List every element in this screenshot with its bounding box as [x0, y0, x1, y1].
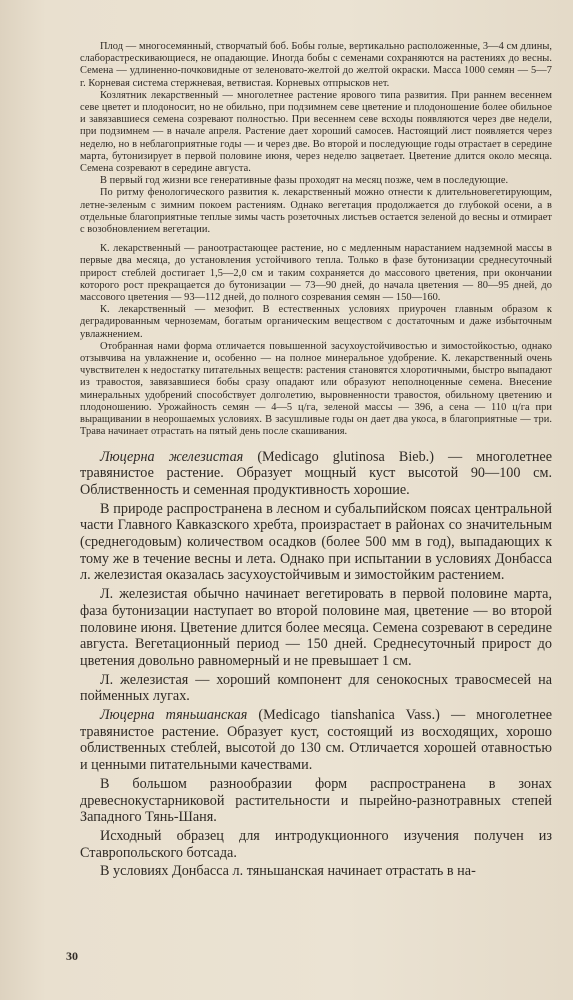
paragraph: К. лекарственный — мезофит. В естественных условиях приурочен главным образом к деградированным черноземам, богатым органическим веществом с достаточным и даже избыточным увлажнением. [80, 304, 552, 340]
paragraph: В большом разнообразии форм распространена в зонах древеснокустарниковой растительности и пырейно-разнотравных степей Западного Тянь-Шаня. [80, 775, 552, 826]
page-number: 30 [66, 949, 78, 963]
paragraph: В первый год жизни все генеративные фазы проходят на месяц позже, чем в последующие. [100, 175, 509, 187]
paragraph: По ритму фенологического развития к. лекарственный можно отнести к длительновегетирующим, летне-зеленым с зимним покоем растениям. Однако вегетация продолжается до глубокой осени, а в отдельные благоприятные теплые зимы часть розеточных листьев остается зеленой до весны и отмирает с возобновлением вегетации. [80, 187, 552, 236]
species-name-latin: (Medicago glutinosa Bieb.) [257, 448, 434, 465]
paragraph: Плод — многосемянный, створчатый боб. Бобы голые, вертикально расположенные, 3—4 см длины, слаборастрескивающиеся, не опадающие. Иногда бобы с семенами сохраняются на растениях до весны. Семена — удлиненно-почковидные от зеленовато-желтой до желтой окраски. Масса 1000 семян — 5—7 г. Корневая система стержневая, ветвистая. Корневых отпрысков нет. [80, 41, 552, 89]
paragraph: Отобранная нами форма отличается повышенной засухоустойчивостью и зимостойкостью, однако отзывчива на увлажнение и, особенно — на полное минеральное удобрение. К. лекарственный очень чувствителен к недостатку питательных веществ: растения становятся хлоротичными, быстро выпадают из травостоя, завязавшиеся бобы сразу опадают или образуют неполноценные семена. Внесение минеральных удобрений способствует долголетию, выровненности травостоя, обильному цветению и плодоношению. Урожайность семян — 4—5 ц/га, зеленой массы — 396, а сена — 110 ц/га при выращивании в неорошаемых условиях. В засушливые годы он дает два укоса, в благоприятные — три. Трава начинает отрастать на пятый день после скашивания. [80, 340, 552, 438]
paragraph: Исходный образец для интродукционного изучения получен из Ставропольского ботсада. [80, 827, 552, 861]
species-name-ru: Люцерна тяньшанская [100, 707, 248, 724]
small-print-section [80, 41, 552, 439]
paragraph: Козлятник лекарственный — многолетнее растение ярового типа развития. При раннем весеннем севе цветет и плодоносит, но не обильно, при подзимнем севе цветение и плодоношение более обильное и завязавшиеся семена созревают полностью. При весеннем севе всходы появляются через две недели, при подзимнем — в начале апреля. Растение дает хороший самосев. Настоящий лист появляется через неделю, но в неблагоприятные годы — и через две. Во второй и последующие годы отрастает в середине марта, бутонизирует в первой половине июня, через неделю зацветает. Цветение длится около месяца. Семена созревают в середине августа. [80, 89, 552, 175]
paragraph: В природе распространена в лесном и субальпийском поясах центральной части Главного Кавказского хребта, произрастает в районах со значительным (среднегодовым) количеством осадков (более 500 мм в год), выпадающих к тому же в течение весны и лета. Однако при испытании в условиях Донбасса л. железистая оказалась засухоустойчивым и зимостойким растением. [80, 500, 552, 584]
paragraph: К. лекарственный — раноотрастающее растение, но с медленным нарастанием надземной массы в первые два месяца, до установления устойчивого тепла. Только в фазе бутонизации среднесуточный прирост стеблей достигает 1,5—2,0 см и таким сохраняется до массового цветения, при окончании которого рост прекращается до бутонизации — 73—90 дней, до начала цветения — 80—95 дней, до массового цветения — 93—112 дней, до полного созревания семян — 150—160. [80, 243, 552, 304]
species-paragraph [80, 449, 552, 499]
species-description: — многолетнее травянистое растение. Образует куст, состоящий из восходящих, хорошо облиственных стеблей, высотой до 130 см. Отличается хорошей отавностью и ценными питательными качествами. [80, 707, 553, 774]
text-column [80, 41, 552, 882]
main-text-section [80, 449, 552, 881]
species-paragraph [80, 707, 552, 774]
species-description: — многолетнее травянистое растение. Образует мощный куст высотой 90—100 см. Облиственность и семенная продуктивность хорошие. [80, 448, 553, 498]
paragraph: В условиях Донбасса л. тяньшанская начинает отрастать в на- [100, 863, 476, 880]
paragraph: Л. железистая обычно начинает вегетировать в первой половине марта, фаза бутонизации наступает во второй половине мая, цветение — во второй половине июня. Цветение длится более месяца. Семена созревают в середине августа. Вегетационный период — 150 дней. Среднесуточный прирост до цветения довольно равномерный и не превышает 1 см. [80, 586, 552, 669]
species-name-latin: (Medicago tianshanica Vass.) [258, 707, 440, 724]
paragraph: Л. железистая — хороший компонент для сенокосных травосмесей на пойменных лугах. [80, 671, 552, 705]
species-name-ru: Люцерна железистая [100, 448, 244, 465]
